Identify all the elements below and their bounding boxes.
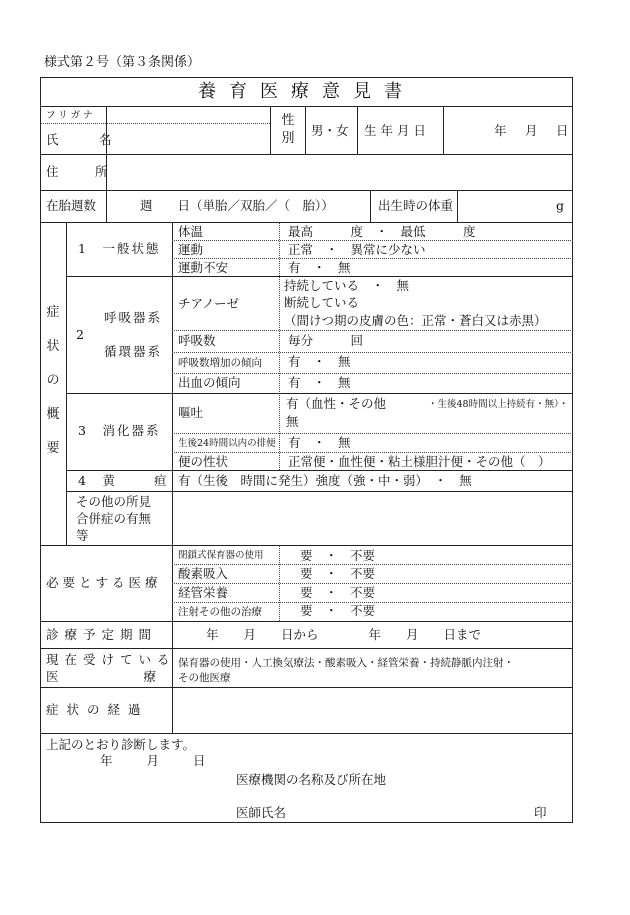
injection-item: 注射その他の治療 xyxy=(178,606,262,618)
frame-left xyxy=(40,77,41,823)
bowel-24h-value[interactable]: 有 ・ 無 xyxy=(288,435,351,450)
diagnosis-statement: 上記のとおり診断します。 xyxy=(46,737,196,752)
institution-label: 医療機関の名称及び所在地 xyxy=(236,772,387,787)
temperature-item: 体温 xyxy=(178,224,204,239)
injection-value[interactable]: 要 ・ 不要 xyxy=(300,603,376,618)
group2-number: 2 xyxy=(76,327,84,342)
current-care-label-1: 現在受けている xyxy=(46,652,176,667)
jaundice-label: 4 黄 xyxy=(78,473,117,488)
restlessness-item: 運動不安 xyxy=(178,260,229,275)
circulatory-label: 循環器系 xyxy=(104,344,163,359)
gestation-label: 在胎週数 xyxy=(46,198,97,213)
tube-feeding-item: 経管栄養 xyxy=(178,585,229,600)
tube-feeding-value[interactable]: 要 ・ 不要 xyxy=(300,585,376,600)
stool-item: 便の性状 xyxy=(178,454,229,469)
doctor-name-label: 医師氏名 xyxy=(236,805,287,820)
cyanosis-value-3[interactable]: （間けつ期の皮膚の色：正常・蒼白又は赤黒） xyxy=(284,313,547,328)
incubator-item: 閉鎖式保育器の使用 xyxy=(178,550,264,561)
name-label: 氏 名 xyxy=(46,132,126,147)
other-findings-3: 等 xyxy=(76,528,89,543)
required-care-label: 必要とする医療 xyxy=(46,575,162,590)
oxygen-item: 酸素吸入 xyxy=(178,566,229,581)
progress-field[interactable] xyxy=(173,688,571,732)
bleeding-item: 出血の傾向 xyxy=(178,375,241,390)
birth-date-label: 生 年 月 日 xyxy=(364,123,426,138)
respiration-increase-item: 呼吸数増加の傾向 xyxy=(178,357,262,369)
birth-date-field[interactable]: 年 月 日 xyxy=(494,123,572,138)
digestive-label: 3 消化器系 xyxy=(78,423,161,438)
movement-value[interactable]: 正常 ・ 異常に少ない xyxy=(288,242,426,257)
current-care-label-2: 医 療 xyxy=(46,669,164,684)
temperature-value[interactable]: 最高 度 ・ 最低 度 xyxy=(288,224,476,239)
name-field[interactable] xyxy=(107,124,269,153)
bowel-24h-item: 生後24時間以内の排便 xyxy=(178,438,276,449)
cyanosis-value-1[interactable]: 持続している ・ 無 xyxy=(284,278,410,293)
jaundice-label-b: 疸 xyxy=(154,473,167,488)
bleeding-value[interactable]: 有 ・ 無 xyxy=(288,375,351,390)
jaundice-value[interactable]: 有（生後 時間に発生）強度（強・中・弱） ・ 無 xyxy=(178,473,472,488)
cyanosis-item: チアノーゼ xyxy=(178,296,239,311)
oxygen-value[interactable]: 要 ・ 不要 xyxy=(300,566,376,581)
schedule-label: 診療予定期間 xyxy=(46,627,158,642)
birth-weight-unit: g xyxy=(556,198,565,213)
respiratory-label: 呼吸器系 xyxy=(104,310,163,325)
current-care-value-2[interactable]: その他医療 xyxy=(178,672,231,684)
incubator-value[interactable]: 要 ・ 不要 xyxy=(300,548,376,563)
vomiting-value-1[interactable]: 有（血性・その他 xyxy=(286,396,387,411)
other-findings-2: 合併症の有無 xyxy=(76,511,152,526)
respiration-increase-value[interactable]: 有 ・ 無 xyxy=(288,354,351,369)
furigana-field[interactable] xyxy=(107,107,269,122)
seal-mark: 印 xyxy=(534,805,547,820)
respiration-rate-item: 呼吸数 xyxy=(178,333,216,348)
gestation-field[interactable]: 週 日（単胎／双胎／（ 胎）） xyxy=(140,198,334,213)
furigana-label: フリガナ xyxy=(46,110,96,121)
general-condition-label: 1 一般状態 xyxy=(78,241,161,256)
other-findings-field[interactable] xyxy=(173,492,571,544)
form-number: 様式第２号（第３条関係） xyxy=(44,55,201,70)
schedule-value[interactable]: 年 月 日から 年 月 日まで xyxy=(206,627,482,642)
other-findings-1: その他の所見 xyxy=(76,494,152,509)
movement-item: 運動 xyxy=(178,242,204,257)
current-care-value-1[interactable]: 保育器の使用・人工換気療法・酸素吸入・経管栄養・持続静脈内注射・ xyxy=(178,657,514,669)
gender-label: 性別 xyxy=(281,113,295,146)
progress-label: 症状の経過 xyxy=(46,702,149,717)
symptoms-section-label: 症 状 の 概 要 xyxy=(46,305,60,456)
vomiting-item: 嘔吐 xyxy=(178,405,204,420)
stool-value[interactable]: 正常便・血性便・粘土様胆汁便・その他（ ） xyxy=(288,454,551,469)
diagnosis-date[interactable]: 年 月 日 xyxy=(100,753,209,768)
birth-weight-field[interactable] xyxy=(458,191,553,221)
address-label: 住 所 xyxy=(46,164,120,179)
frame-bottom xyxy=(40,822,573,823)
frame-top xyxy=(40,77,573,78)
respiration-rate-value[interactable]: 毎分 回 xyxy=(288,333,364,348)
vomiting-value-small[interactable]: ・生後48時間以上持続有・無）・ xyxy=(428,399,569,410)
address-field[interactable] xyxy=(107,155,571,189)
frame-right xyxy=(572,77,573,823)
birth-weight-label: 出生時の体重 xyxy=(378,198,454,213)
form-title: 養育医療意見書 xyxy=(198,81,415,102)
cyanosis-value-2[interactable]: 断続している xyxy=(284,295,360,310)
gender-value[interactable]: 男・女 xyxy=(311,123,349,138)
vomiting-value-2[interactable]: 無 xyxy=(286,414,299,429)
restlessness-value[interactable]: 有 ・ 無 xyxy=(288,260,351,275)
